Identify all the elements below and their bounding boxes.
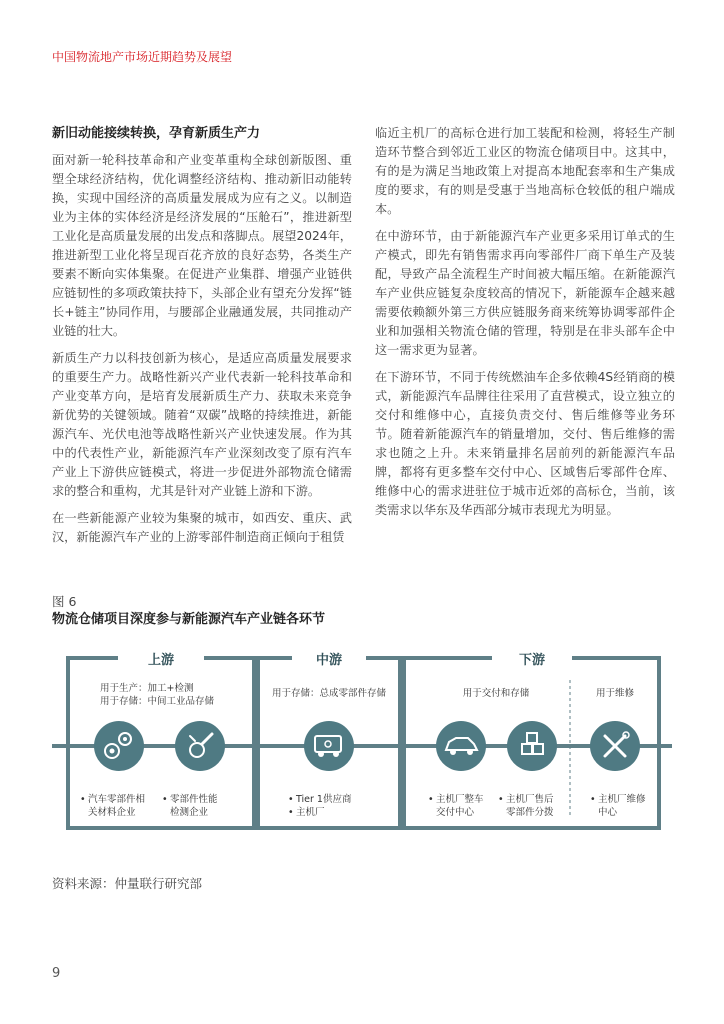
van-icon xyxy=(304,721,354,771)
figure-source: 资料来源：仲量联行研究部 xyxy=(52,876,203,891)
paragraph: 新质生产力以科技创新为核心，是适应高质量发展要求的重要生产力。战略性新兴产业代表新一轮科技革命和产业变革方向，是培育发展新质生产力、获取未来竞争新优势的关键领域。随着“双碳”战略的持续推进，新能源汽车、光伏电池等战略性新兴产业快速发展。作为其中的代表性产业，新能源汽车产业深刻改变了原有汽车产业上下游供应链模式，将进一步促进外部物流仓储需求的整合和重构，尤其是针对产业链上游和下游。 xyxy=(52,351,352,498)
downstream-bullet-3a: 主机厂维修 xyxy=(598,794,646,805)
midstream-bullet-2: 主机厂 xyxy=(296,807,325,818)
downstream-use-right: 用于维修 xyxy=(595,688,635,699)
paragraph: 临近主机厂的高标仓进行加工装配和检测，将轻生产制造环节整合到邻近工业区的物流仓储项目中。这其中，有的是为满足当地政策上对提高本地配套率和生产集成度的要求，有的则是受惠于当地高标仓较低的租户端成本。 xyxy=(375,126,675,216)
supply-chain-diagram xyxy=(52,640,672,860)
upstream-bullet-2b: 检测企业 xyxy=(170,807,209,818)
upstream-bullet-2a: 零部件性能 xyxy=(170,794,218,805)
downstream-bullet-1a: 主机厂整车 xyxy=(436,794,484,805)
upstream-bullet-1b: 关材料企业 xyxy=(88,807,136,818)
right-column xyxy=(375,124,675,528)
downstream-title: 下游 xyxy=(518,653,546,668)
downstream-bullet-2a: 主机厂售后 xyxy=(506,794,554,805)
running-header: 中国物流地产市场近期趋势及展望 xyxy=(52,50,233,64)
bullet-dot: • xyxy=(288,807,294,818)
midstream-title: 中游 xyxy=(315,653,343,668)
upstream-bullet-1a: 汽车零部件相 xyxy=(88,794,146,805)
upstream-use-2: 用于存储：中间工业品存储 xyxy=(100,696,215,707)
bullet-dot: • xyxy=(162,794,168,805)
bullet-dot: • xyxy=(80,794,86,805)
bullet-dot: • xyxy=(428,794,434,805)
downstream-use-left: 用于交付和存储 xyxy=(462,688,530,699)
bullet-dot: • xyxy=(288,794,294,805)
midstream-use: 用于存储：总成零部件存储 xyxy=(271,688,387,699)
boxes-icon xyxy=(507,721,557,771)
wrench-screwdriver-icon xyxy=(590,721,640,771)
paragraph: 在中游环节，由于新能源汽车产业更多采用订单式的生产模式，即先有销售需求再向零部件厂商下单生产及装配，导致产品全流程生产时间被大幅压缩。在新能源汽车产业供应链复杂度较高的情况下，新能源车企越来越需要依赖额外第三方供应链服务商来统筹协调零部件企业和加强相关物流仓储的管理，特别是在非头部车企中这一需求更为显著。 xyxy=(375,229,675,357)
downstream-bullet-3b: 中心 xyxy=(598,807,618,818)
upstream-title: 上游 xyxy=(147,653,175,668)
left-column xyxy=(52,124,352,555)
downstream-bullet-2b: 零部件分拨 xyxy=(506,807,554,818)
paragraph: 在一些新能源产业较为集聚的城市，如西安、重庆、武汉，新能源汽车产业的上游零部件制造商正倾向于租赁 xyxy=(52,511,352,544)
paragraph: 面对新一轮科技革命和产业变革重构全球创新版图、重塑全球经济结构，优化调整经济结构、推动新旧动能转换，实现中国经济的高质量发展成为应有之义。以制造业为主体的实体经济是经济发展的“压舱石”，推进新型工业化是高质量发展的出发点和落脚点。展望2024年，推进新型工业化将呈现百花齐放的良好态势，各类生产要素不断向实体集聚。在促进产业集群、增强产业链供应链韧性的多项政策扶持下，头部企业有望充分发挥“链长+链主”协同作用，与腰部企业融通发展，共同推动产业链的壮大。 xyxy=(52,153,352,338)
paragraph: 在下游环节，不同于传统燃油车企多依赖4S经销商的模式，新能源汽车品牌往往采用了直营模式，设立独立的交付和维修中心，直接负责交付、售后维修等业务环节。随着新能源汽车的销量增加，交付、售后维修的需求也随之上升。未来销量排名居前列的新能源汽车品牌，都将有更多整车交付中心、区域售后零部件仓库、维修中心的需求进驻位于城市近郊的高标仓，当前，该类需求以华东及华西部分城市表现尤为明显。 xyxy=(375,370,675,517)
section-heading: 新旧动能接续转换，孕育新质生产力 xyxy=(52,126,261,141)
figure-title: 物流仓储项目深度参与新能源汽车产业链各环节 xyxy=(52,612,326,627)
page-number: 9 xyxy=(52,966,61,981)
tools-icon xyxy=(175,721,225,771)
downstream-bullet-1b: 交付中心 xyxy=(436,807,475,818)
bullet-dot: • xyxy=(590,794,596,805)
car-icon xyxy=(436,721,486,771)
gears-icon xyxy=(94,721,144,771)
figure-label: 图 6 xyxy=(52,594,77,609)
bullet-dot: • xyxy=(498,794,504,805)
midstream-bullet-1: Tier 1供应商 xyxy=(296,794,352,805)
upstream-use-1: 用于生产：加工+检测 xyxy=(100,683,194,694)
